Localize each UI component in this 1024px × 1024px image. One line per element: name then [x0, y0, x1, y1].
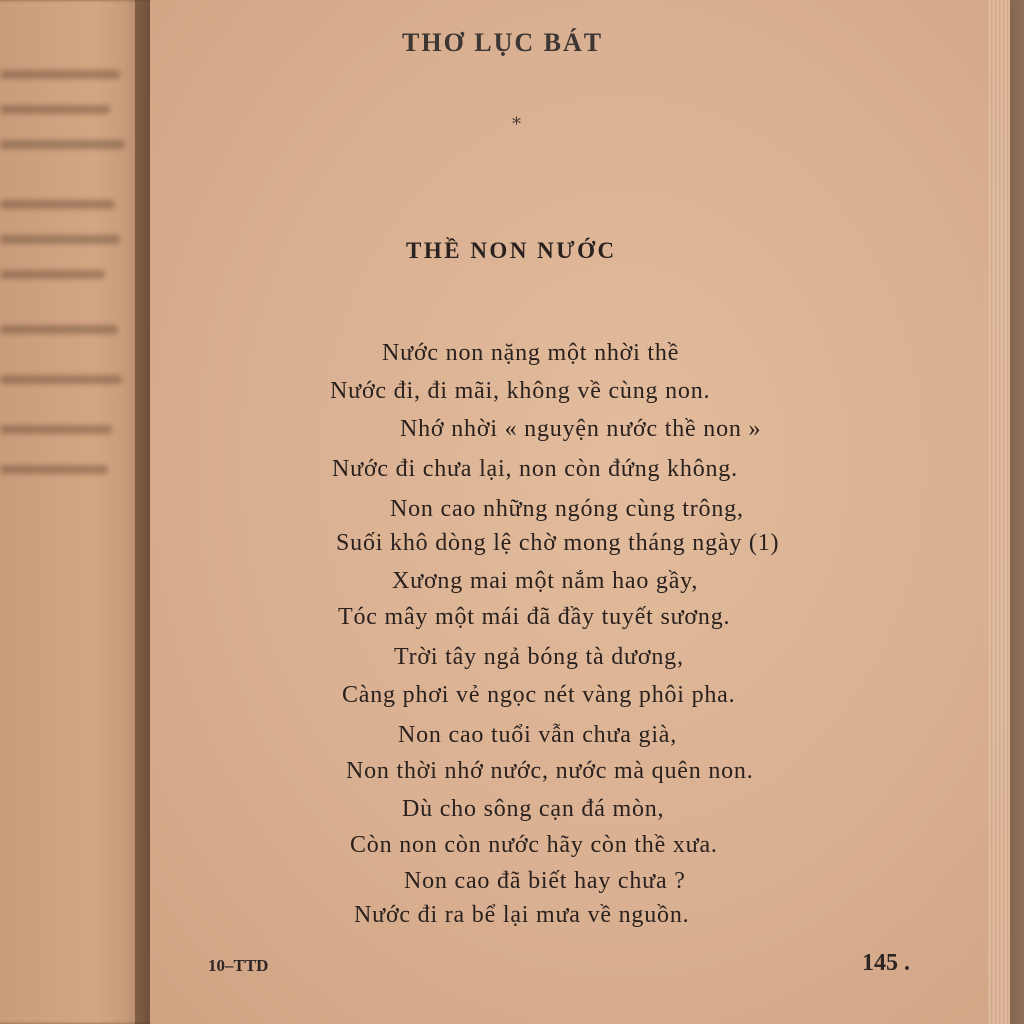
- book-page: [150, 0, 1010, 1024]
- poem-verse: Non cao đã biết hay chưa ?: [404, 868, 686, 894]
- poem-verse: Non cao tuổi vẫn chưa già,: [398, 722, 678, 748]
- blurred-text-line: [0, 425, 112, 434]
- poem-verse: Nước đi ra bể lại mưa về nguồn.: [354, 902, 690, 928]
- poem-verse: Non cao những ngóng cùng trông,: [390, 496, 744, 522]
- poem-verse: Non thời nhớ nước, nước mà quên non.: [346, 758, 754, 784]
- signature-mark: 10–TTD: [208, 956, 269, 975]
- poem-verse: Nước non nặng một nhời thề: [382, 340, 680, 366]
- blurred-text-line: [0, 70, 120, 79]
- blurred-text-line: [0, 105, 110, 114]
- asterisk-ornament: *: [512, 114, 521, 135]
- page-number: 145 .: [862, 950, 910, 976]
- section-title: THƠ LỤC BÁT: [402, 28, 604, 57]
- blurred-text-line: [0, 235, 120, 244]
- blurred-text-line: [0, 200, 115, 209]
- poem-title: THỀ NON NƯỚC: [406, 238, 617, 263]
- blurred-text-line: [0, 140, 125, 149]
- poem-verse: Càng phơi vẻ ngọc nét vàng phôi pha.: [342, 682, 736, 708]
- poem-verse: Nước đi, đi mãi, không về cùng non.: [330, 378, 711, 404]
- poem-verse: Còn non còn nước hãy còn thề xưa.: [350, 832, 718, 858]
- page-content: [150, 0, 1010, 1024]
- blurred-text-line: [0, 325, 118, 334]
- poem-verse: Nhớ nhời « nguyện nước thề non »: [400, 416, 762, 442]
- blurred-text-line: [0, 465, 108, 474]
- poem-verse: Trời tây ngả bóng tà dương,: [394, 644, 684, 670]
- poem-verse: Tóc mây một mái đã đầy tuyết sương.: [338, 604, 731, 630]
- poem-verse: Suối khô dòng lệ chờ mong tháng ngày (1): [336, 530, 780, 556]
- poem-verse: Xương mai một nắm hao gầy,: [392, 568, 699, 594]
- blurred-text-line: [0, 375, 122, 384]
- blurred-text-line: [0, 270, 105, 279]
- poem-verse: Dù cho sông cạn đá mòn,: [402, 796, 665, 822]
- poem-verse: Nước đi chưa lại, non còn đứng không.: [332, 456, 738, 482]
